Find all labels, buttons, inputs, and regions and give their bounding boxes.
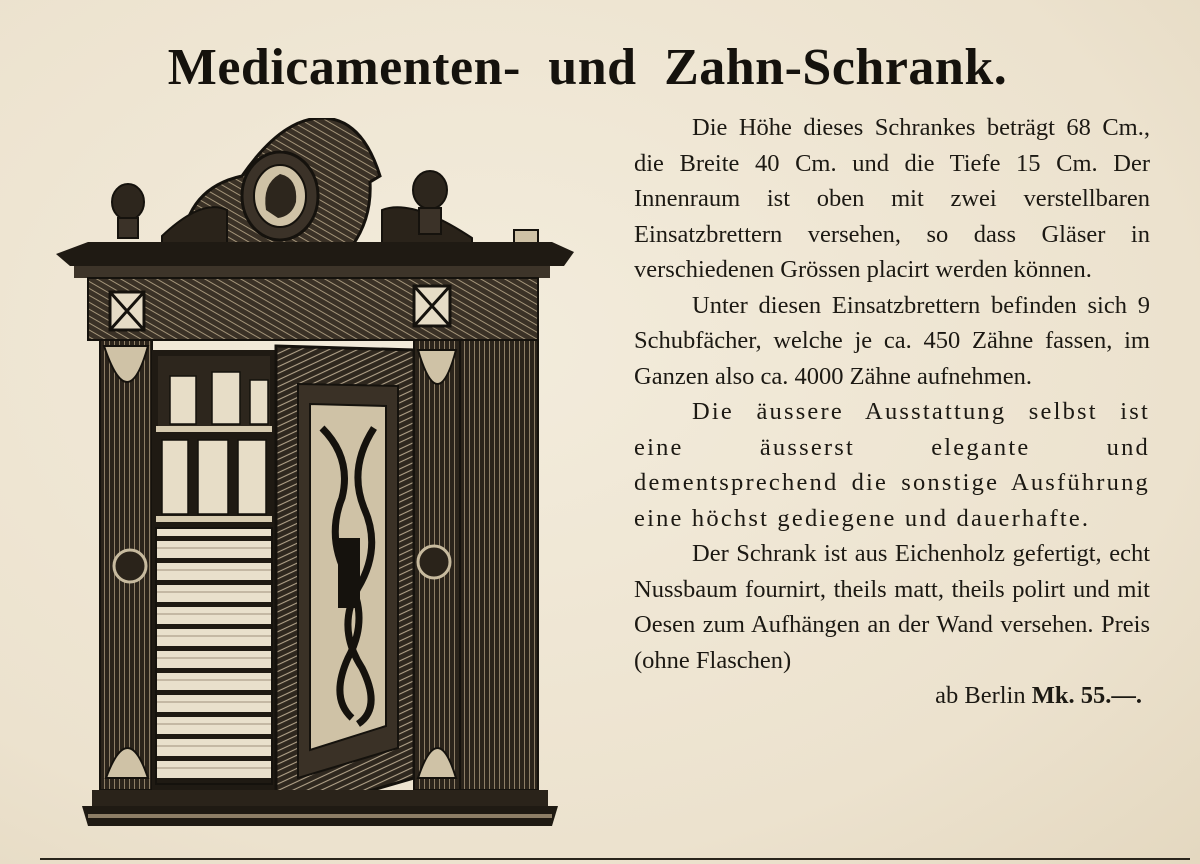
price-line bbox=[634, 678, 1150, 714]
bottom-rule bbox=[40, 858, 1190, 860]
description-column bbox=[634, 110, 1150, 714]
paragraph-drawers: Unter diesen Einsatzbrettern befinden sich 9 Schubfächer, welche je ca. 450 Zähne fassen, im Ganzen also ca. 4000 Zähne aufnehmen. bbox=[634, 291, 1150, 390]
cabinet-engraving-icon bbox=[52, 118, 580, 834]
paragraph-finish: Die äussere Ausstattung selbst ist eine äusserst elegante und dementsprechend die sonstige Ausführung eine höchst gediegene und dauerhafte. bbox=[634, 398, 1150, 532]
price-amount: Mk. 55.—. bbox=[1031, 682, 1142, 709]
paragraph-material: Der Schrank ist aus Eichenholz gefertigt, echt Nussbaum fournirt, theils matt, theils polirt und mit Oesen zum Aufhängen an der Wand versehen. Preis (ohne Flaschen) bbox=[634, 540, 1150, 674]
price-prefix: ab Berlin bbox=[935, 682, 1026, 709]
paragraph-dimensions: Die Höhe dieses Schrankes beträgt 68 Cm., die Breite 40 Cm. und die Tiefe 15 Cm. Der Innenraum ist oben mit zwei verstellbaren Einsatzbrettern versehen, so dass Gläser in verschiedenen Grössen placirt werden können. bbox=[634, 114, 1150, 283]
page-title: Medicamenten- und Zahn-Schrank. bbox=[167, 39, 1008, 96]
